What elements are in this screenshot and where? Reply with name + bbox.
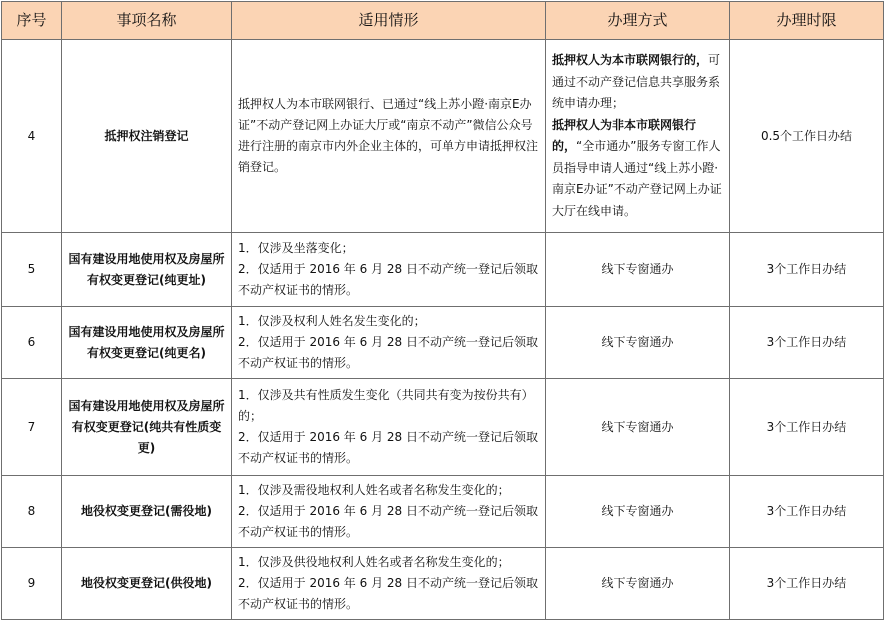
row-time: 0.5个工作日办结: [730, 40, 884, 233]
row-method: 线下专窗通办: [546, 233, 730, 307]
row-no: 6: [2, 307, 62, 379]
method-text-2: “全市通办”服务专窗工作人员指导申请人通过“线上苏小蹬·南京E办证”不动产登记网上办证大厅在线申请。: [552, 139, 722, 218]
matters-table: [1, 1, 884, 620]
table-row: [2, 40, 884, 233]
row-name: 国有建设用地使用权及房屋所有权变更登记(纯更址): [62, 233, 232, 307]
row-no: 8: [2, 476, 62, 548]
row-time: 3个工作日办结: [730, 233, 884, 307]
case-line: 2．仅适用于 2016 年 6 月 28 日不动产统一登记后领取不动产权证书的情形。: [238, 576, 538, 611]
row-cases: [232, 548, 546, 620]
table-row: [2, 548, 884, 620]
row-time: 3个工作日办结: [730, 548, 884, 620]
row-no: 4: [2, 40, 62, 233]
row-no: 5: [2, 233, 62, 307]
case-line: 1．仅涉及坐落变化；: [238, 241, 354, 255]
row-name: 地役权变更登记(需役地): [62, 476, 232, 548]
row-cases: [232, 233, 546, 307]
header-time: 办理时限: [730, 2, 884, 40]
header-cases: 适用情形: [232, 2, 546, 40]
case-line: 2．仅适用于 2016 年 6 月 28 日不动产统一登记后领取不动产权证书的情形。: [238, 262, 538, 297]
case-line: 1．仅涉及权利人姓名发生变化的；: [238, 314, 426, 328]
case-line: 2．仅适用于 2016 年 6 月 28 日不动产统一登记后领取不动产权证书的情形。: [238, 335, 538, 370]
header-row: [2, 2, 884, 40]
row-method: 线下专窗通办: [546, 476, 730, 548]
case-line: 1．仅涉及需役地权利人姓名或者名称发生变化的；: [238, 483, 510, 497]
row-cases: [232, 307, 546, 379]
row-method: [546, 40, 730, 233]
row-name: 国有建设用地使用权及房屋所有权变更登记(纯共有性质变更): [62, 379, 232, 476]
table-row: [2, 233, 884, 307]
method-bold-2: 抵押权人为非本市联网银行的，: [552, 117, 697, 153]
row-method: 线下专窗通办: [546, 307, 730, 379]
row-time: 3个工作日办结: [730, 476, 884, 548]
row-no: 7: [2, 379, 62, 476]
case-line: 抵押权人为本市联网银行、已通过“线上苏小蹬·南京E办证”不动产登记网上办证大厅或“南京不动产”微信公众号进行注册的南京市内外企业主体的，可单方申请抵押权注销登记。: [238, 97, 539, 174]
case-line: 1．仅涉及共有性质发生变化（共同共有变为按份共有）的；: [238, 388, 534, 423]
row-cases: [232, 476, 546, 548]
table-row: [2, 379, 884, 476]
row-method: 线下专窗通办: [546, 548, 730, 620]
case-line: 2．仅适用于 2016 年 6 月 28 日不动产统一登记后领取不动产权证书的情形。: [238, 430, 538, 465]
row-no: 9: [2, 548, 62, 620]
case-line: 2．仅适用于 2016 年 6 月 28 日不动产统一登记后领取不动产权证书的情形。: [238, 504, 538, 539]
row-method: 线下专窗通办: [546, 379, 730, 476]
header-name: 事项名称: [62, 2, 232, 40]
row-name: 地役权变更登记(供役地): [62, 548, 232, 620]
table-row: [2, 307, 884, 379]
case-line: 1．仅涉及供役地权利人姓名或者名称发生变化的；: [238, 555, 510, 569]
row-time: 3个工作日办结: [730, 379, 884, 476]
method-text-1: 可通过不动产登记信息共享服务系统申请办理；: [552, 53, 721, 110]
table-row: [2, 476, 884, 548]
row-cases: [232, 40, 546, 233]
row-cases: [232, 379, 546, 476]
row-name: 国有建设用地使用权及房屋所有权变更登记(纯更名): [62, 307, 232, 379]
header-method: 办理方式: [546, 2, 730, 40]
row-time: 3个工作日办结: [730, 307, 884, 379]
row-name: 抵押权注销登记: [62, 40, 232, 233]
method-bold-1: 抵押权人为本市联网银行的，: [552, 53, 709, 67]
header-no: 序号: [2, 2, 62, 40]
